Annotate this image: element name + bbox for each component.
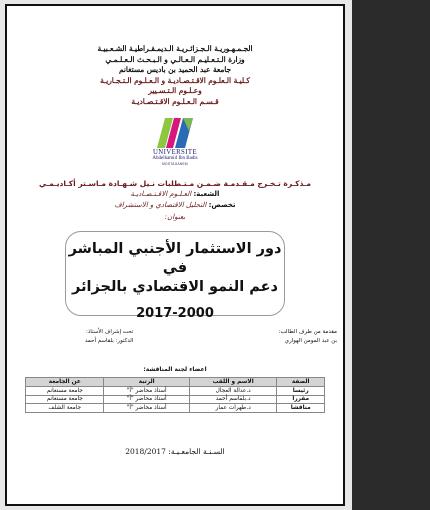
thesis-years: 2017-2000 (136, 306, 214, 322)
supervisor-block (85, 328, 133, 346)
cell-name: د.طهرات عمار (189, 404, 277, 413)
cell-university: جامعة مستغانم (26, 387, 104, 396)
header-line-faculty: كـليـة الـعلـوم الاقـتـصـاديـة و الـعـلـوم الـتـجـاريـة (100, 75, 250, 85)
cell-university: جامعة مستغانم (26, 395, 104, 404)
cell-university: جامعة الشلف (26, 404, 104, 413)
university-logo (145, 115, 205, 173)
thesis-title-line1: دور الاستثمار الأجنبي المباشر في (68, 241, 282, 277)
cell-rank: أستاذ محاضر "أ" (104, 404, 189, 413)
student-name: بن عبد المومن الهواري (284, 338, 337, 345)
specialty-value: التحليل الاقتصادي و الاستشراف (114, 201, 207, 210)
student-label: مقدمة من طرف الطالب: (278, 329, 337, 336)
header-line-faculty-2: وعـلـوم الـتـسـيير (148, 86, 202, 96)
supervisor-name: الدكتور: بلقاسم أحمد (85, 338, 134, 345)
table-row (26, 395, 325, 404)
cell-role: رئيسا (277, 387, 325, 396)
document-page (5, 4, 345, 506)
academic-year: السـنـة الجامعـيـة: 2018/2017 (125, 446, 225, 456)
committee-title: اعضاء لجنة المناقشة: (143, 366, 207, 374)
branch-value: العـلـوم الاقـتـصـاديـة (130, 189, 192, 198)
committee-header-row (26, 378, 325, 387)
under-title-label: بعنوان: (164, 212, 186, 221)
header-line-ministry: وزارة الـتـعـليـم الـعـالـي و الـبـحـث الـعـلـمـي (105, 54, 245, 64)
table-row (26, 404, 325, 413)
cell-rank: أستاذ محاضر "أ" (104, 387, 189, 396)
authors-block (7, 328, 343, 354)
committee-table (25, 377, 325, 413)
header-line-department: قـسـم الـعـلـوم الاقـتـصـاديـة (131, 96, 219, 106)
cell-role: مقررا (277, 395, 325, 404)
col-header-role: الصفة (277, 378, 325, 387)
col-header-rank: الرتبة (104, 378, 189, 387)
specialty-label: تخصص: (208, 201, 236, 210)
branch-line (7, 189, 343, 201)
cell-name: د.بلقاسم أحمد (189, 395, 277, 404)
logo-text-city: MOSTAGANEM (162, 161, 188, 166)
thesis-title-box (65, 231, 285, 322)
memo-statement: مـذكـرة تـخـرج مـقـدمـة ضـمـن مـتـطلبات نـيل شـهـادة مـاسـتر أكـاديـمـي (39, 178, 311, 188)
logo-text-name: Abdelhamid Ibn Badis (152, 155, 198, 161)
logo-text-universite: UNIVERSITE (152, 148, 198, 156)
cell-role: مناقشا (277, 404, 325, 413)
university-logo-icon (153, 115, 197, 149)
branch-label: الشعبة: (193, 189, 220, 198)
student-block (279, 328, 337, 346)
col-header-university: عن الجامعة (26, 378, 104, 387)
col-header-name: الاسم و اللقب (189, 378, 277, 387)
table-row (26, 387, 325, 396)
cell-name: د.عدالة العجال (189, 387, 277, 396)
header-line-university: جامعة عبد الحميد بن باديس مستغانم (118, 65, 232, 75)
supervisor-label: تحت إشراف الأستاذ: (86, 329, 134, 336)
cell-rank: أستاذ محاضر "أ" (104, 395, 189, 404)
thesis-title-line2: دعم النمو الاقتصادي بالجزائر (72, 279, 278, 296)
header-line-republic: الجـمـهـوريـة الـجـزائـريـة الـديمـقـراطيـة الشـعـبيـة (97, 44, 253, 53)
specialty-line (7, 200, 343, 212)
